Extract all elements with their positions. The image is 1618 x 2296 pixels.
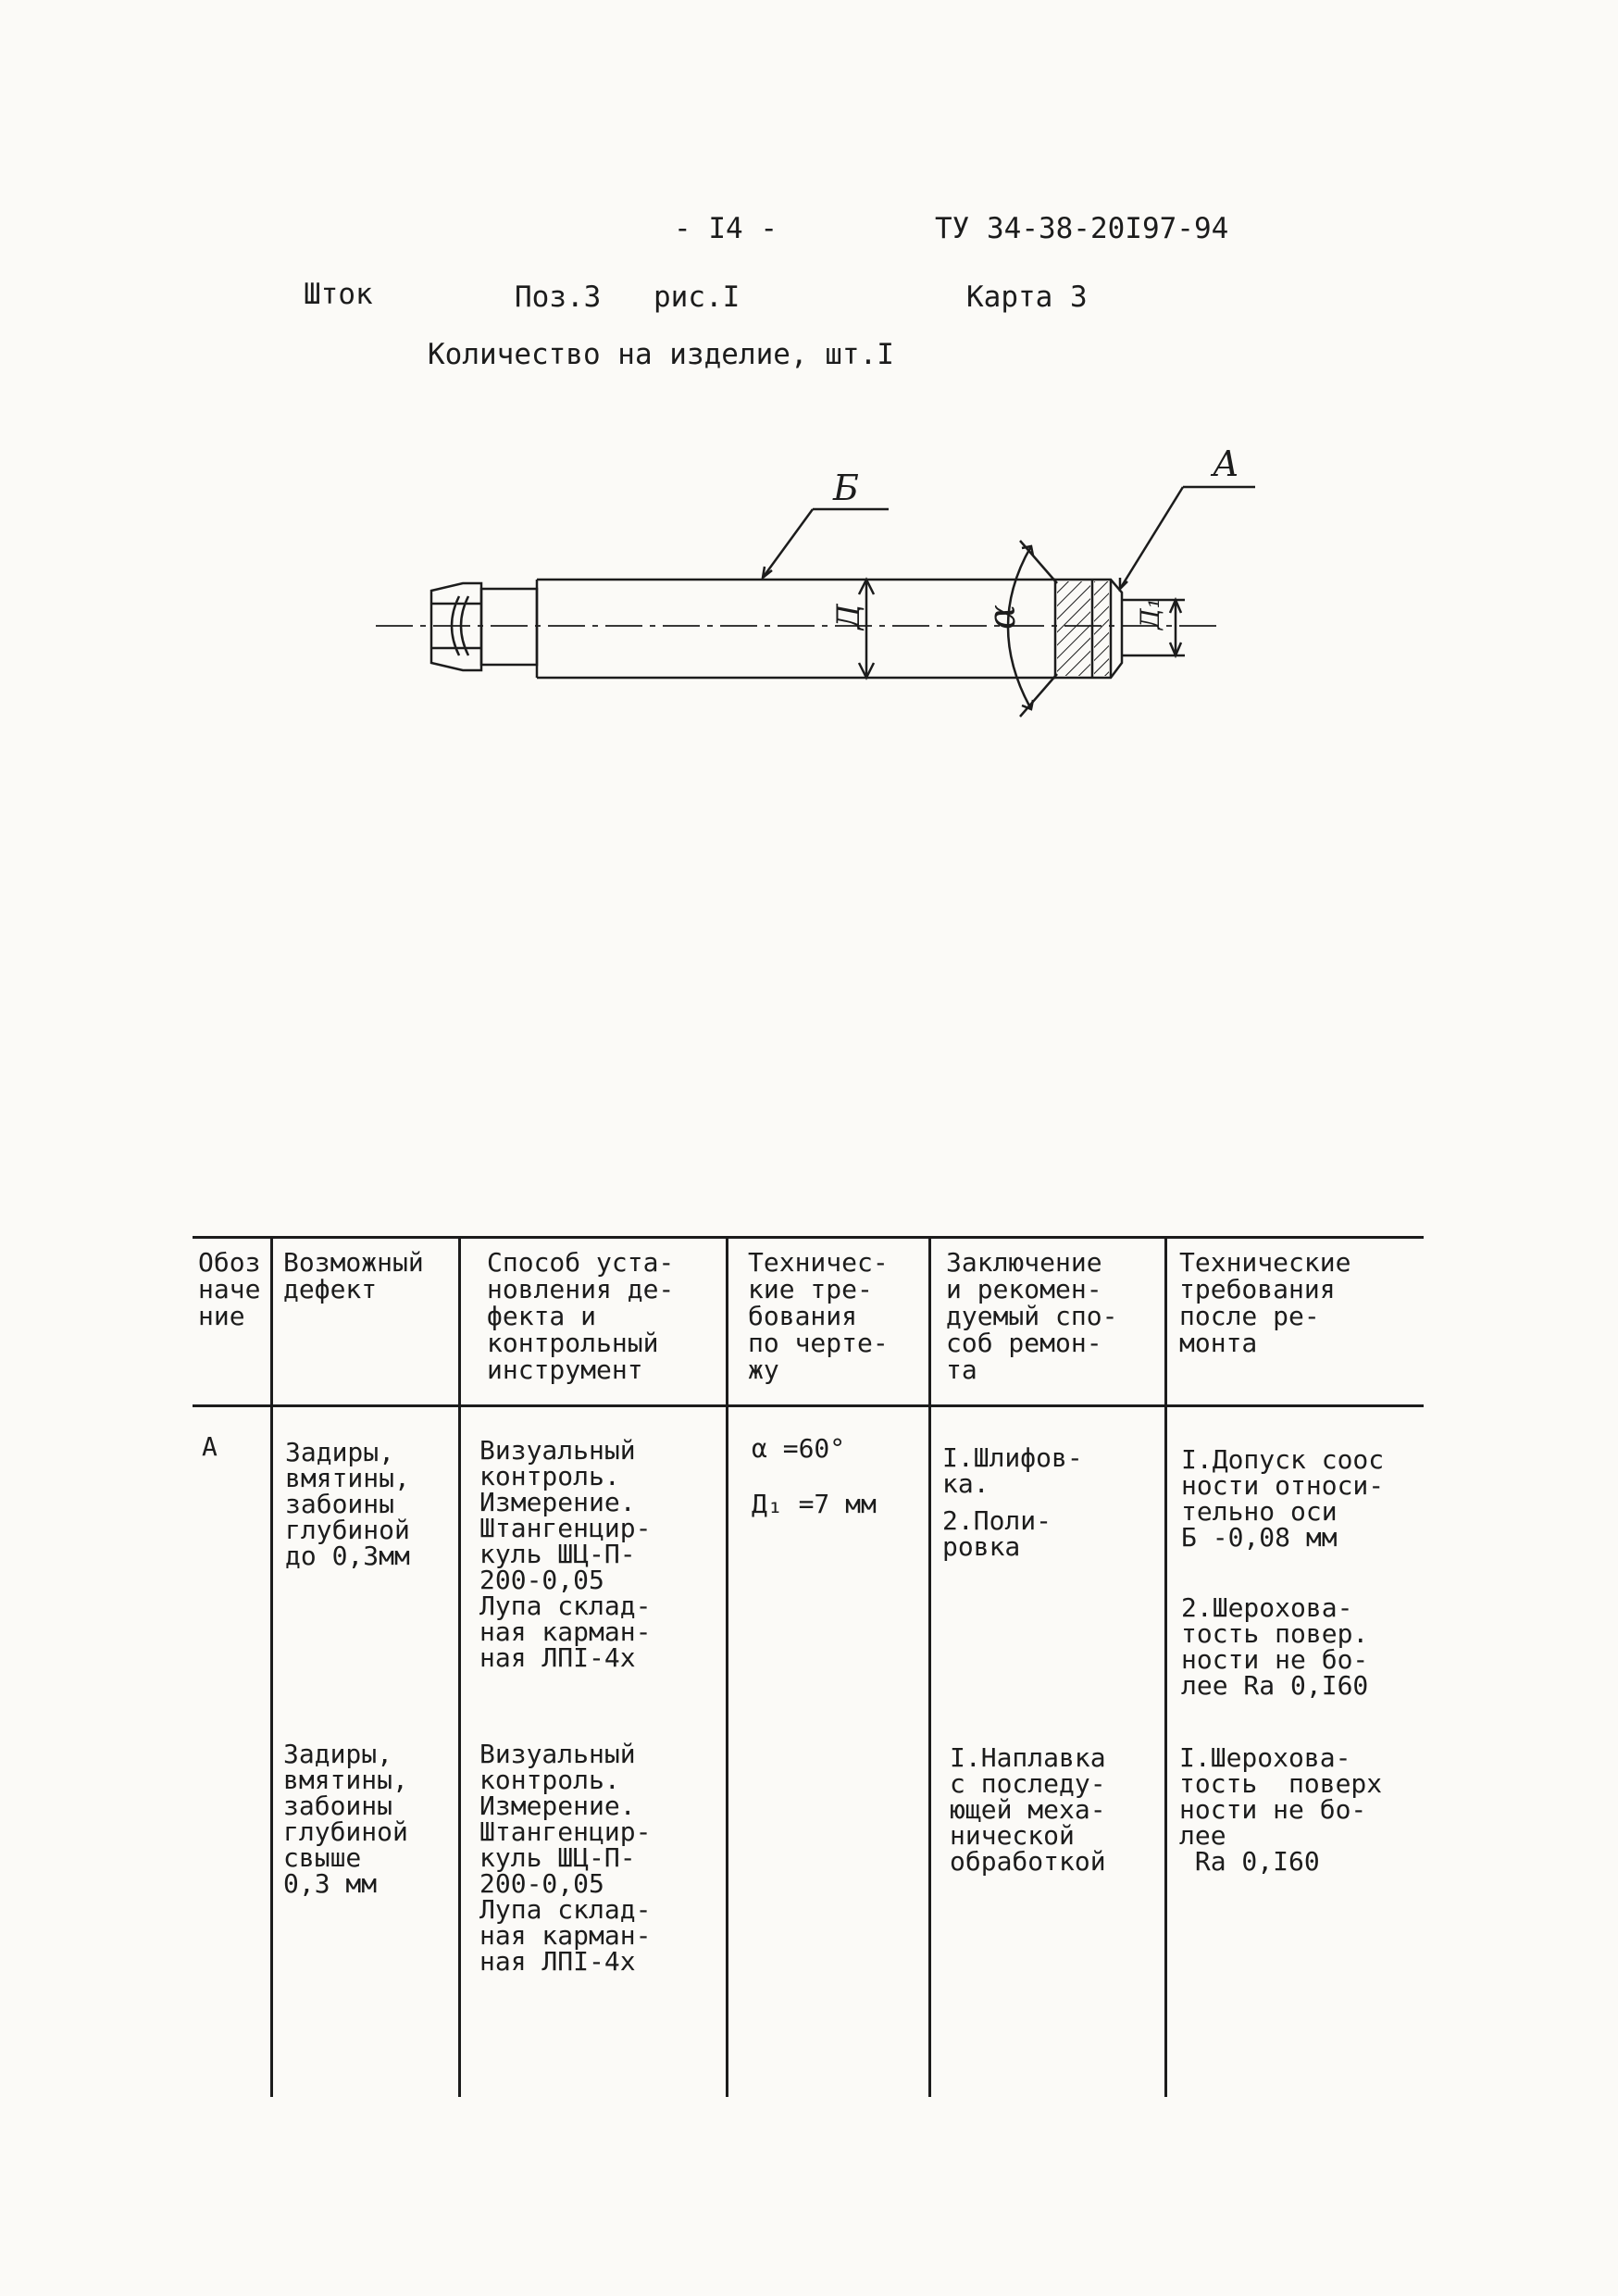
header-repair: Заключение и рекомен- дуемый спо- соб ремон- та bbox=[946, 1247, 1118, 1385]
column-divider-4 bbox=[928, 1236, 931, 2097]
defects-table bbox=[193, 1236, 1424, 2097]
label-b: Б bbox=[833, 468, 859, 508]
row2-method: Визуальный контроль. Измерение. Штангенцир- куль ШЦ-П- 200-0,05 Лупа склад- ная карман- ная ЛПI-4х bbox=[479, 1739, 652, 1977]
position-number: Поз.3 bbox=[515, 281, 602, 314]
header-defect: Возможный дефект bbox=[283, 1247, 424, 1304]
row1-method: Визуальный контроль. Измерение. Штангенцир- куль ШЦ-П- 200-0,05 Лупа склад- ная карман- ная ЛПI-4х bbox=[479, 1435, 652, 1673]
figure-reference: рис.I bbox=[653, 281, 741, 314]
header-method: Способ уста- новления де- фекта и контрольный инструмент bbox=[487, 1247, 675, 1385]
column-divider-3 bbox=[726, 1236, 728, 2097]
document-code: ТУ 34-38-20I97-94 bbox=[935, 212, 1229, 245]
table-top-border bbox=[193, 1236, 1424, 1239]
row2-after-repair: I.Шерохова- тость поверх ности не бо- лее Ra 0,I60 bbox=[1179, 1742, 1383, 1877]
row1-after-repair-2: 2.Шероховa- тость повер. ности не бо- лее Ra 0,I60 bbox=[1181, 1592, 1369, 1701]
row1-defect: Задиры, вмятины, забоины глубиной до 0,3мм bbox=[285, 1437, 410, 1571]
header-designation: Обоз наче ние bbox=[198, 1247, 261, 1331]
page-number: - I4 - bbox=[674, 212, 778, 245]
row2-repair: I.Наплавка с последу- ющей меха- нической обработкой bbox=[950, 1742, 1106, 1877]
label-a: А bbox=[1213, 443, 1239, 484]
card-number: Карта 3 bbox=[966, 281, 1088, 314]
header-after-repair: Технические требования после ре- монта bbox=[1179, 1247, 1351, 1358]
row1-designation: А bbox=[202, 1431, 218, 1462]
row2-defect: Задиры, вмятины, забоины глубиной свыше 0,3 мм bbox=[283, 1739, 408, 1899]
dimension-d1-label: Д₁ bbox=[1135, 598, 1165, 630]
column-divider-2 bbox=[458, 1236, 461, 2097]
row1-tech-req-angle: α =60° bbox=[752, 1433, 846, 1464]
row1-repair-step2: 2.Поли- ровка bbox=[942, 1505, 1052, 1562]
header-tech-req: Техничес- кие тре- бования по черте- жу bbox=[748, 1247, 889, 1385]
table-header-divider bbox=[193, 1404, 1424, 1407]
column-divider-1 bbox=[270, 1236, 273, 2097]
row1-repair-step1: I.Шлифов- ка. bbox=[942, 1442, 1083, 1499]
quantity-line: Количество на изделие, шт.I bbox=[428, 338, 894, 371]
row1-after-repair-1: I.Допуск соос ности относи- тельно оси Б -0,08 мм bbox=[1181, 1444, 1385, 1553]
column-divider-5 bbox=[1164, 1236, 1167, 2097]
angle-alpha-label: α bbox=[981, 604, 1024, 630]
row1-tech-req-d1: Д₁ =7 мм bbox=[752, 1489, 877, 1519]
part-name: Шток bbox=[304, 278, 373, 311]
dimension-d-label: Д bbox=[830, 604, 867, 630]
rod-technical-drawing bbox=[352, 407, 1259, 741]
